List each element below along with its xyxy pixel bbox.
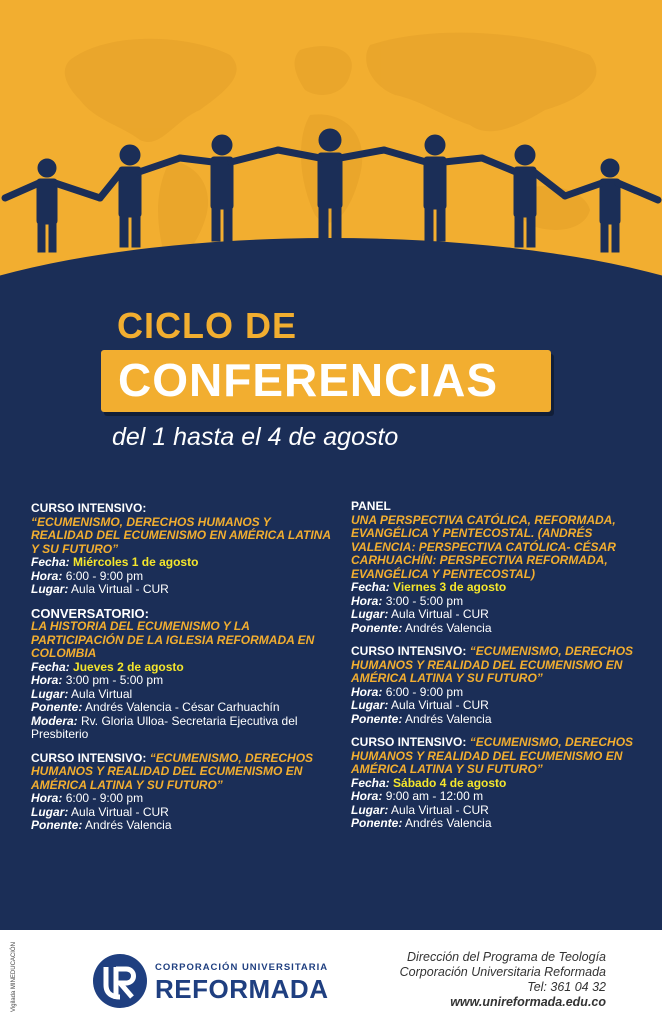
event-type: CURSO INTENSIVO: <box>31 501 147 515</box>
event-speaker: Andrés Valencia <box>85 818 172 832</box>
event-place: Aula Virtual - CUR <box>391 802 489 817</box>
university-logo-icon <box>92 953 148 1009</box>
event-block <box>31 607 331 742</box>
event-time: 6:00 - 9:00 pm <box>385 684 464 699</box>
label-ponente: Ponente: <box>31 818 83 832</box>
event-time-line <box>351 686 641 700</box>
contact-program: Dirección del Programa de Teología <box>407 950 606 964</box>
label-hora: Hora: <box>31 568 63 583</box>
label-fecha: Fecha: <box>31 659 70 674</box>
contact-phone: Tel: 361 04 32 <box>527 980 606 994</box>
event-place-line <box>351 608 641 622</box>
label-hora: Hora: <box>351 789 383 803</box>
event-type: PANEL <box>351 499 391 513</box>
vigilado-text: Vigilada MINEDUCACIÓN <box>11 942 17 1012</box>
label-modera: Modera: <box>31 713 78 728</box>
event-date-line <box>351 581 641 595</box>
event-date: Sábado 4 de agosto <box>393 775 507 790</box>
event-title: “ECUMENISMO, DERECHOS HUMANOS Y REALIDAD DEL ECUMENISMO EN AMÉRICA LATINA Y SU FUTURO” <box>31 750 314 792</box>
label-hora: Hora: <box>351 684 383 699</box>
event-heading <box>351 736 641 777</box>
event-heading <box>351 645 641 686</box>
event-place: Aula Virtual - CUR <box>391 698 489 712</box>
event-moderator: Rv. Gloria Ulloa- Secretaria Ejecutiva del Presbiterio <box>31 713 298 741</box>
event-time: 3:00 pm - 5:00 pm <box>65 673 164 687</box>
label-fecha: Fecha: <box>31 555 70 569</box>
event-block <box>31 502 331 597</box>
label-lugar: Lugar: <box>31 686 69 701</box>
event-type: CURSO INTENSIVO: <box>31 750 147 765</box>
event-title: LA HISTORIA DEL ECUMENISMO Y LA PARTICIPACIÓN DE LA IGLESIA REFORMADA EN COLOMBIA <box>31 619 315 660</box>
event-block <box>351 736 641 831</box>
events-right-column <box>351 500 641 841</box>
contact-website[interactable]: www.unireformada.edu.co <box>450 995 606 1009</box>
event-type: CURSO INTENSIVO: <box>351 644 467 658</box>
event-time: 6:00 - 9:00 pm <box>65 791 144 805</box>
label-lugar: Lugar: <box>31 804 69 819</box>
event-place-line <box>351 804 641 818</box>
event-date: Jueves 2 de agosto <box>73 659 184 674</box>
event-speaker-line <box>351 713 641 727</box>
event-block <box>31 752 331 833</box>
label-hora: Hora: <box>351 593 383 608</box>
event-time-line <box>31 570 331 584</box>
event-place-line <box>31 583 331 597</box>
event-date: Miércoles 1 de agosto <box>73 555 199 569</box>
contact-block <box>400 950 606 1010</box>
label-fecha: Fecha: <box>351 775 390 790</box>
contact-institution: Corporación Universitaria Reformada <box>399 965 606 979</box>
event-type: CONVERSATORIO: <box>31 605 149 621</box>
event-heading <box>31 752 331 793</box>
label-lugar: Lugar: <box>351 698 389 712</box>
event-place: Aula Virtual <box>71 686 133 701</box>
event-time: 6:00 - 9:00 pm <box>65 568 144 583</box>
title-line-1: CICLO DE <box>117 305 298 346</box>
event-place: Aula Virtual - CUR <box>71 804 169 819</box>
event-type: CURSO INTENSIVO: <box>351 735 467 749</box>
event-title: “ECUMENISMO, DERECHOS HUMANOS Y REALIDAD DEL ECUMENISMO EN AMÉRICA LATINA Y SU FUTURO” <box>31 514 331 556</box>
event-title: “ECUMENISMO, DERECHOS HUMANOS Y REALIDAD DEL ECUMENISMO EN AMÉRICA LATINA Y SU FUTURO” <box>351 644 634 685</box>
label-hora: Hora: <box>31 673 63 687</box>
event-date-line <box>31 556 331 570</box>
events-left-column <box>31 502 331 843</box>
label-lugar: Lugar: <box>31 582 69 596</box>
label-fecha: Fecha: <box>351 580 390 594</box>
label-ponente: Ponente: <box>351 711 403 726</box>
event-block <box>351 645 641 726</box>
event-speaker-line <box>31 701 331 715</box>
event-place-line <box>31 806 331 820</box>
event-place-line <box>351 699 641 713</box>
event-date: Viernes 3 de agosto <box>393 580 507 594</box>
event-title: “ECUMENISMO, DERECHOS HUMANOS Y REALIDAD DEL ECUMENISMO EN AMÉRICA LATINA Y SU FUTURO” <box>351 735 634 776</box>
event-speaker-line <box>31 819 331 833</box>
date-range-subtitle: del 1 hasta el 4 de agosto <box>112 423 399 451</box>
title-line-2: CONFERENCIAS <box>118 354 499 406</box>
event-place-line <box>31 688 331 702</box>
label-lugar: Lugar: <box>351 802 389 817</box>
logo-subtitle: CORPORACIÓN UNIVERSITARIA <box>155 962 329 973</box>
event-place: Aula Virtual - CUR <box>71 582 169 596</box>
event-title: UNA PERSPECTIVA CATÓLICA, REFORMADA, EVANGÉLICA Y PENTECOSTAL. (ANDRÉS VALENCIA: PERSPECTIVA CATÓLICA- CÉSAR CARHUACHÍN: PERSPECTIVA REFORMADA, EVANGÉLICA Y PENTECOSTAL) <box>351 512 616 581</box>
event-speaker-line <box>351 622 641 636</box>
label-ponente: Ponente: <box>31 700 83 714</box>
event-date-line <box>31 661 331 675</box>
event-speaker: Andrés Valencia <box>405 816 492 830</box>
event-block <box>351 500 641 635</box>
label-hora: Hora: <box>31 791 63 805</box>
label-ponente: Ponente: <box>351 816 403 830</box>
event-date-line <box>351 777 641 791</box>
event-speaker: Andrés Valencia <box>405 620 492 635</box>
label-ponente: Ponente: <box>351 620 403 635</box>
logo-wordmark: REFORMADA <box>155 974 329 1004</box>
event-time: 9:00 am - 12:00 m <box>385 789 484 803</box>
label-lugar: Lugar: <box>351 607 389 621</box>
event-moderator-line <box>31 715 331 742</box>
event-time-line <box>351 595 641 609</box>
event-speaker-line <box>351 817 641 831</box>
event-time: 3:00 - 5:00 pm <box>385 593 464 608</box>
event-time-line <box>31 792 331 806</box>
event-speaker: Andrés Valencia - César Carhuachín <box>85 700 280 714</box>
event-time-line <box>31 674 331 688</box>
event-speaker: Andrés Valencia <box>405 711 492 726</box>
event-place: Aula Virtual - CUR <box>391 607 489 621</box>
event-time-line <box>351 790 641 804</box>
